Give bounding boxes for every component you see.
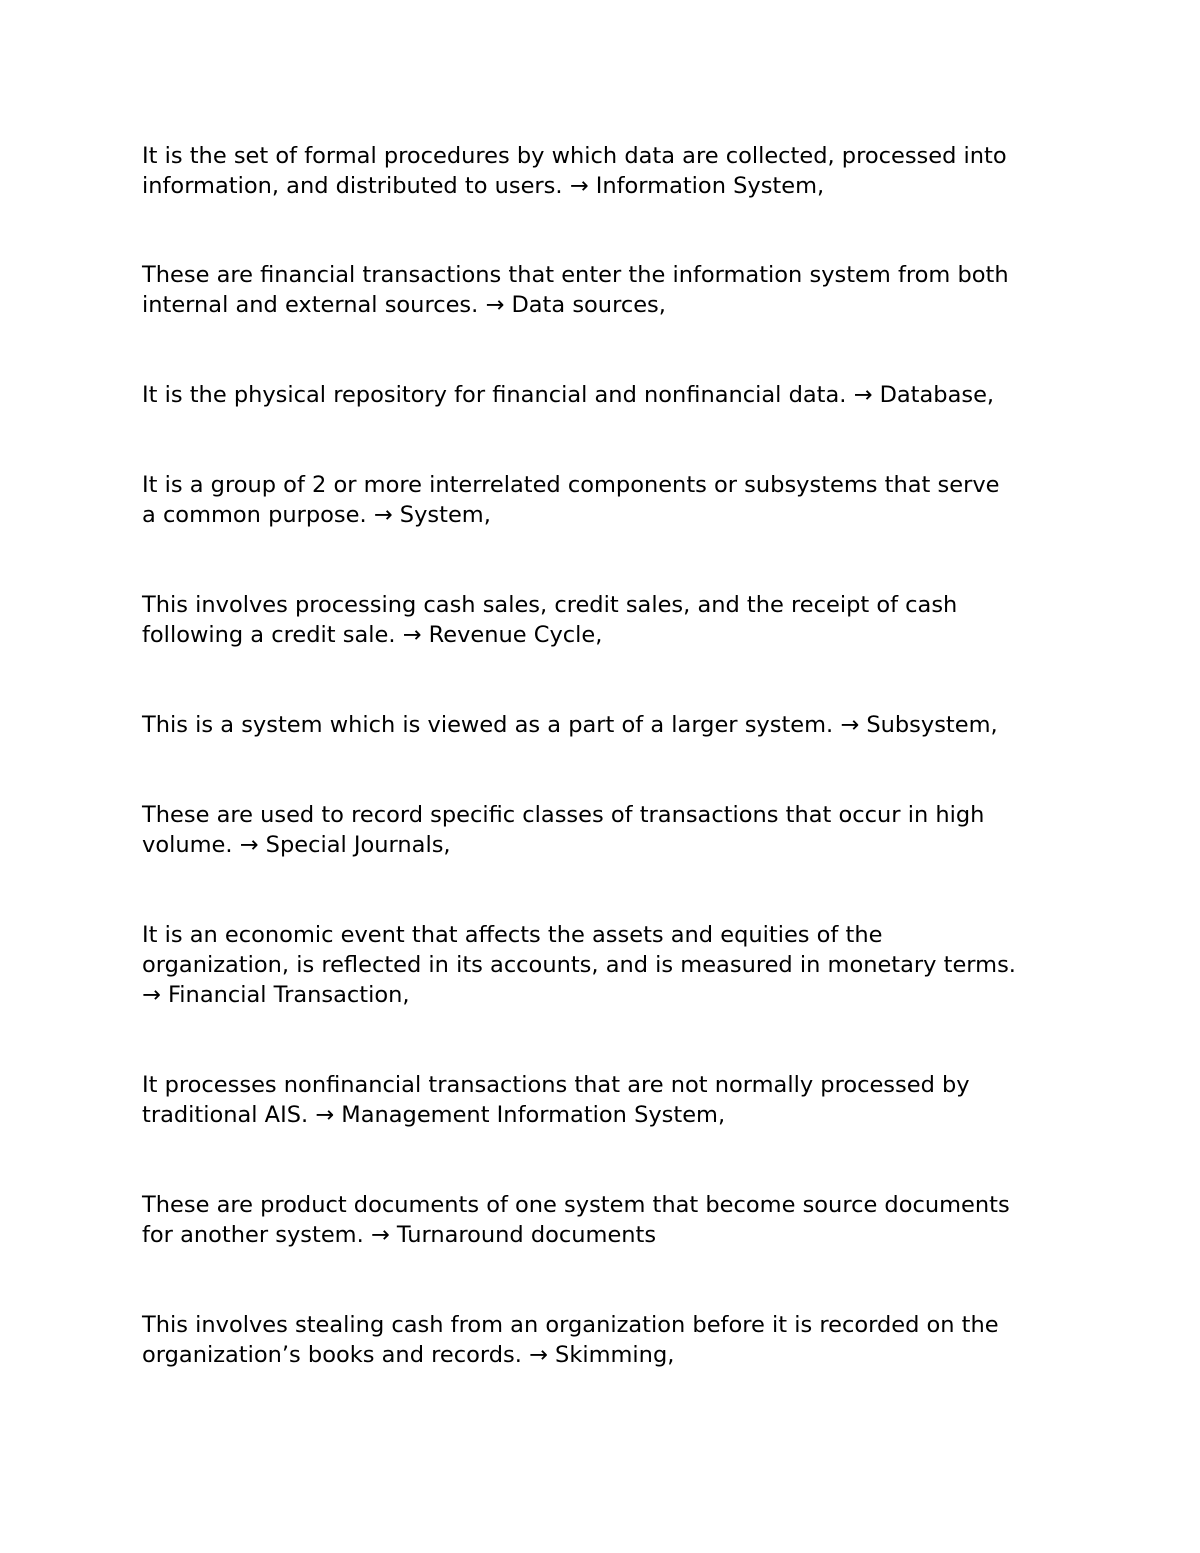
paragraph-special-journals: These are used to record specific classes of transactions that occur in high volume. → Special Journals,	[142, 802, 985, 858]
paragraph-financial-transaction: It is an economic event that affects the assets and equities of the organization, is reflected in its accounts, and is measured in monetary terms. → Financial Transaction,	[142, 922, 1016, 1008]
paragraph-data-sources: These are financial transactions that enter the information system from both internal and external sources. → Data sources,	[142, 262, 1009, 318]
paragraph-subsystem: This is a system which is viewed as a part of a larger system. → Subsystem,	[142, 712, 998, 738]
paragraph-management-information: It processes nonfinancial transactions that are not normally processed by traditional AIS. → Management Information System,	[142, 1072, 970, 1128]
paragraph-turnaround-documents: These are product documents of one system that become source documents for another system. → Turnaround documents	[142, 1192, 1010, 1248]
paragraph-database: It is the physical repository for financial and nonfinancial data. → Database,	[142, 382, 995, 408]
paragraph-revenue-cycle: This involves processing cash sales, credit sales, and the receipt of cash following a credit sale. → Revenue Cycle,	[142, 592, 958, 648]
paragraph-information-system: It is the set of formal procedures by which data are collected, processed into information, and distributed to users. → Information System,	[142, 143, 1007, 199]
paragraph-system: It is a group of 2 or more interrelated components or subsystems that serve a common purpose. → System,	[142, 472, 1000, 528]
paragraph-skimming: This involves stealing cash from an organization before it is recorded on the organization’s books and records. → Skimming,	[142, 1312, 999, 1368]
